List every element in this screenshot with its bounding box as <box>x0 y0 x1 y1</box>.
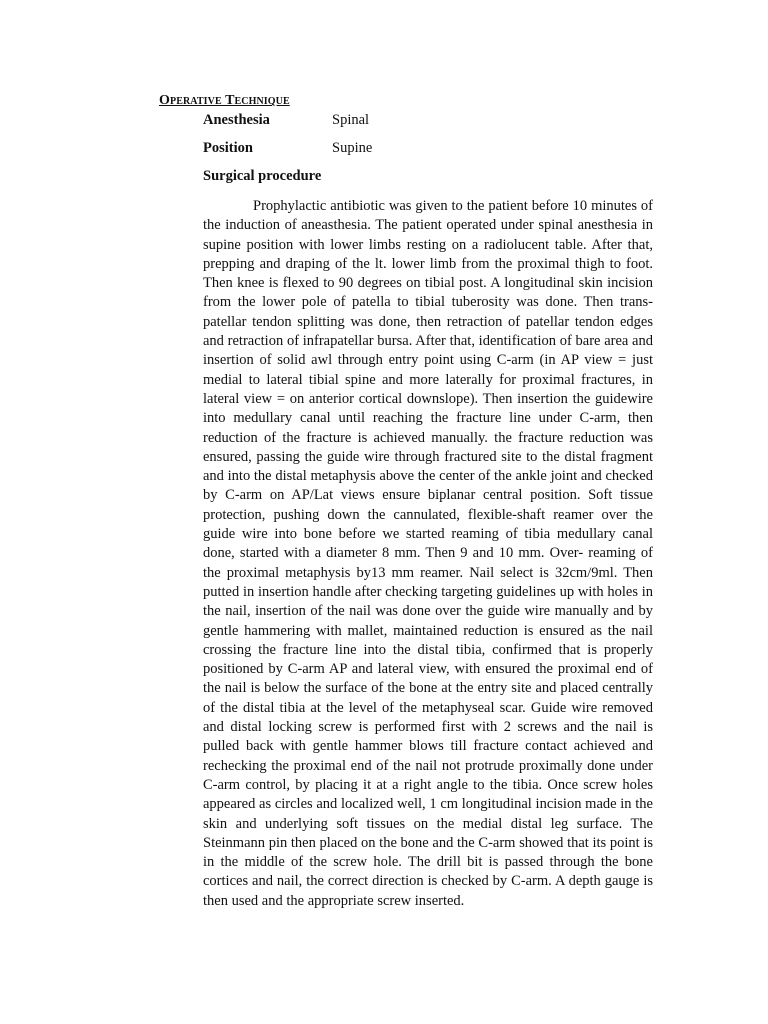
anesthesia-label: Anesthesia <box>203 112 270 128</box>
position-label: Position <box>203 140 253 156</box>
anesthesia-value: Spinal <box>332 112 370 128</box>
procedure-paragraph: Prophylactic antibiotic was given to the patient before 10 minutes of the induction of aneasthesia. The patient operated under spinal anesthesia in supine position with lower limbs resting on a radiolucent table. After that, prepping and draping of the lt. lower limb from the proximal thigh to foot. Then knee is flexed to 90 degrees on tibial post. A longitudinal skin incision from the lower pole of patella to tibial tuberosity was done. Then trans-patellar tendon splitting was done, then retraction of patellar tendon edges and retraction of infrapatellar bursa. After that, identification of bare area and insertion of solid awl through entry point using C-arm (in AP view = just medial to lateral tibial spine and more laterally for proximal fractures, in lateral view = on anterior cortical downslope). Then insertion the guidewire into medullary canal until reaching the fracture line under C-arm, then reduction of the fracture is achieved manually. the fracture reduction was ensured, passing the guide wire through fractured site to the distal fragment and into the distal metaphysis above the center of the ankle joint and checked by C-arm on AP/Lat views ensure biplanar central position. Soft tissue protection, pushing down the cannulated, flexible-shaft reamer over the guide wire into bone before we started reaming of tibia medullary canal done, started with a diameter 8 mm. Then 9 and 10 mm. Over- reaming of the proximal metaphysis by13 mm reamer. Nail select is 32cm/9ml. Then putted in insertion handle after checking targeting guidelines up with holes in the nail, insertion of the nail was done over the guide wire manually and by gentle hammering with mallet, maintained reduction is ensured as the nail crossing the fracture line into the distal tibia, confirmed that is properly positioned by C-arm AP and lateral view, with ensured the proximal end of the nail is below the surface of the bone at the entry site and placed centrally of the distal tibia at the level of the metaphyseal scar. Guide wire removed and distal locking screw is performed first with 2 screws and the nail is pulled back with gentle hammer blows till fracture contact achieved and rechecking the proximal end of the nail not protrude proximally done under C-arm control, by placing it at a right angle to the tibia. Once screw holes appeared as circles and localized well, 1 cm longitudinal incision made in the skin and underlying soft tissues on the medial distal leg surface. The Steinmann pin then placed on the bone and the C-arm showed that its point is in the middle of the screw hole. The drill bit is passed through the bone cortices and nail, the correct direction is checked by C-arm. A depth gauge is then used and the appropriate screw inserted. <box>203 198 653 909</box>
section-title: Operative Technique <box>159 93 290 108</box>
surgical-procedure-heading: Surgical procedure <box>203 168 322 184</box>
position-value: Supine <box>332 140 373 156</box>
